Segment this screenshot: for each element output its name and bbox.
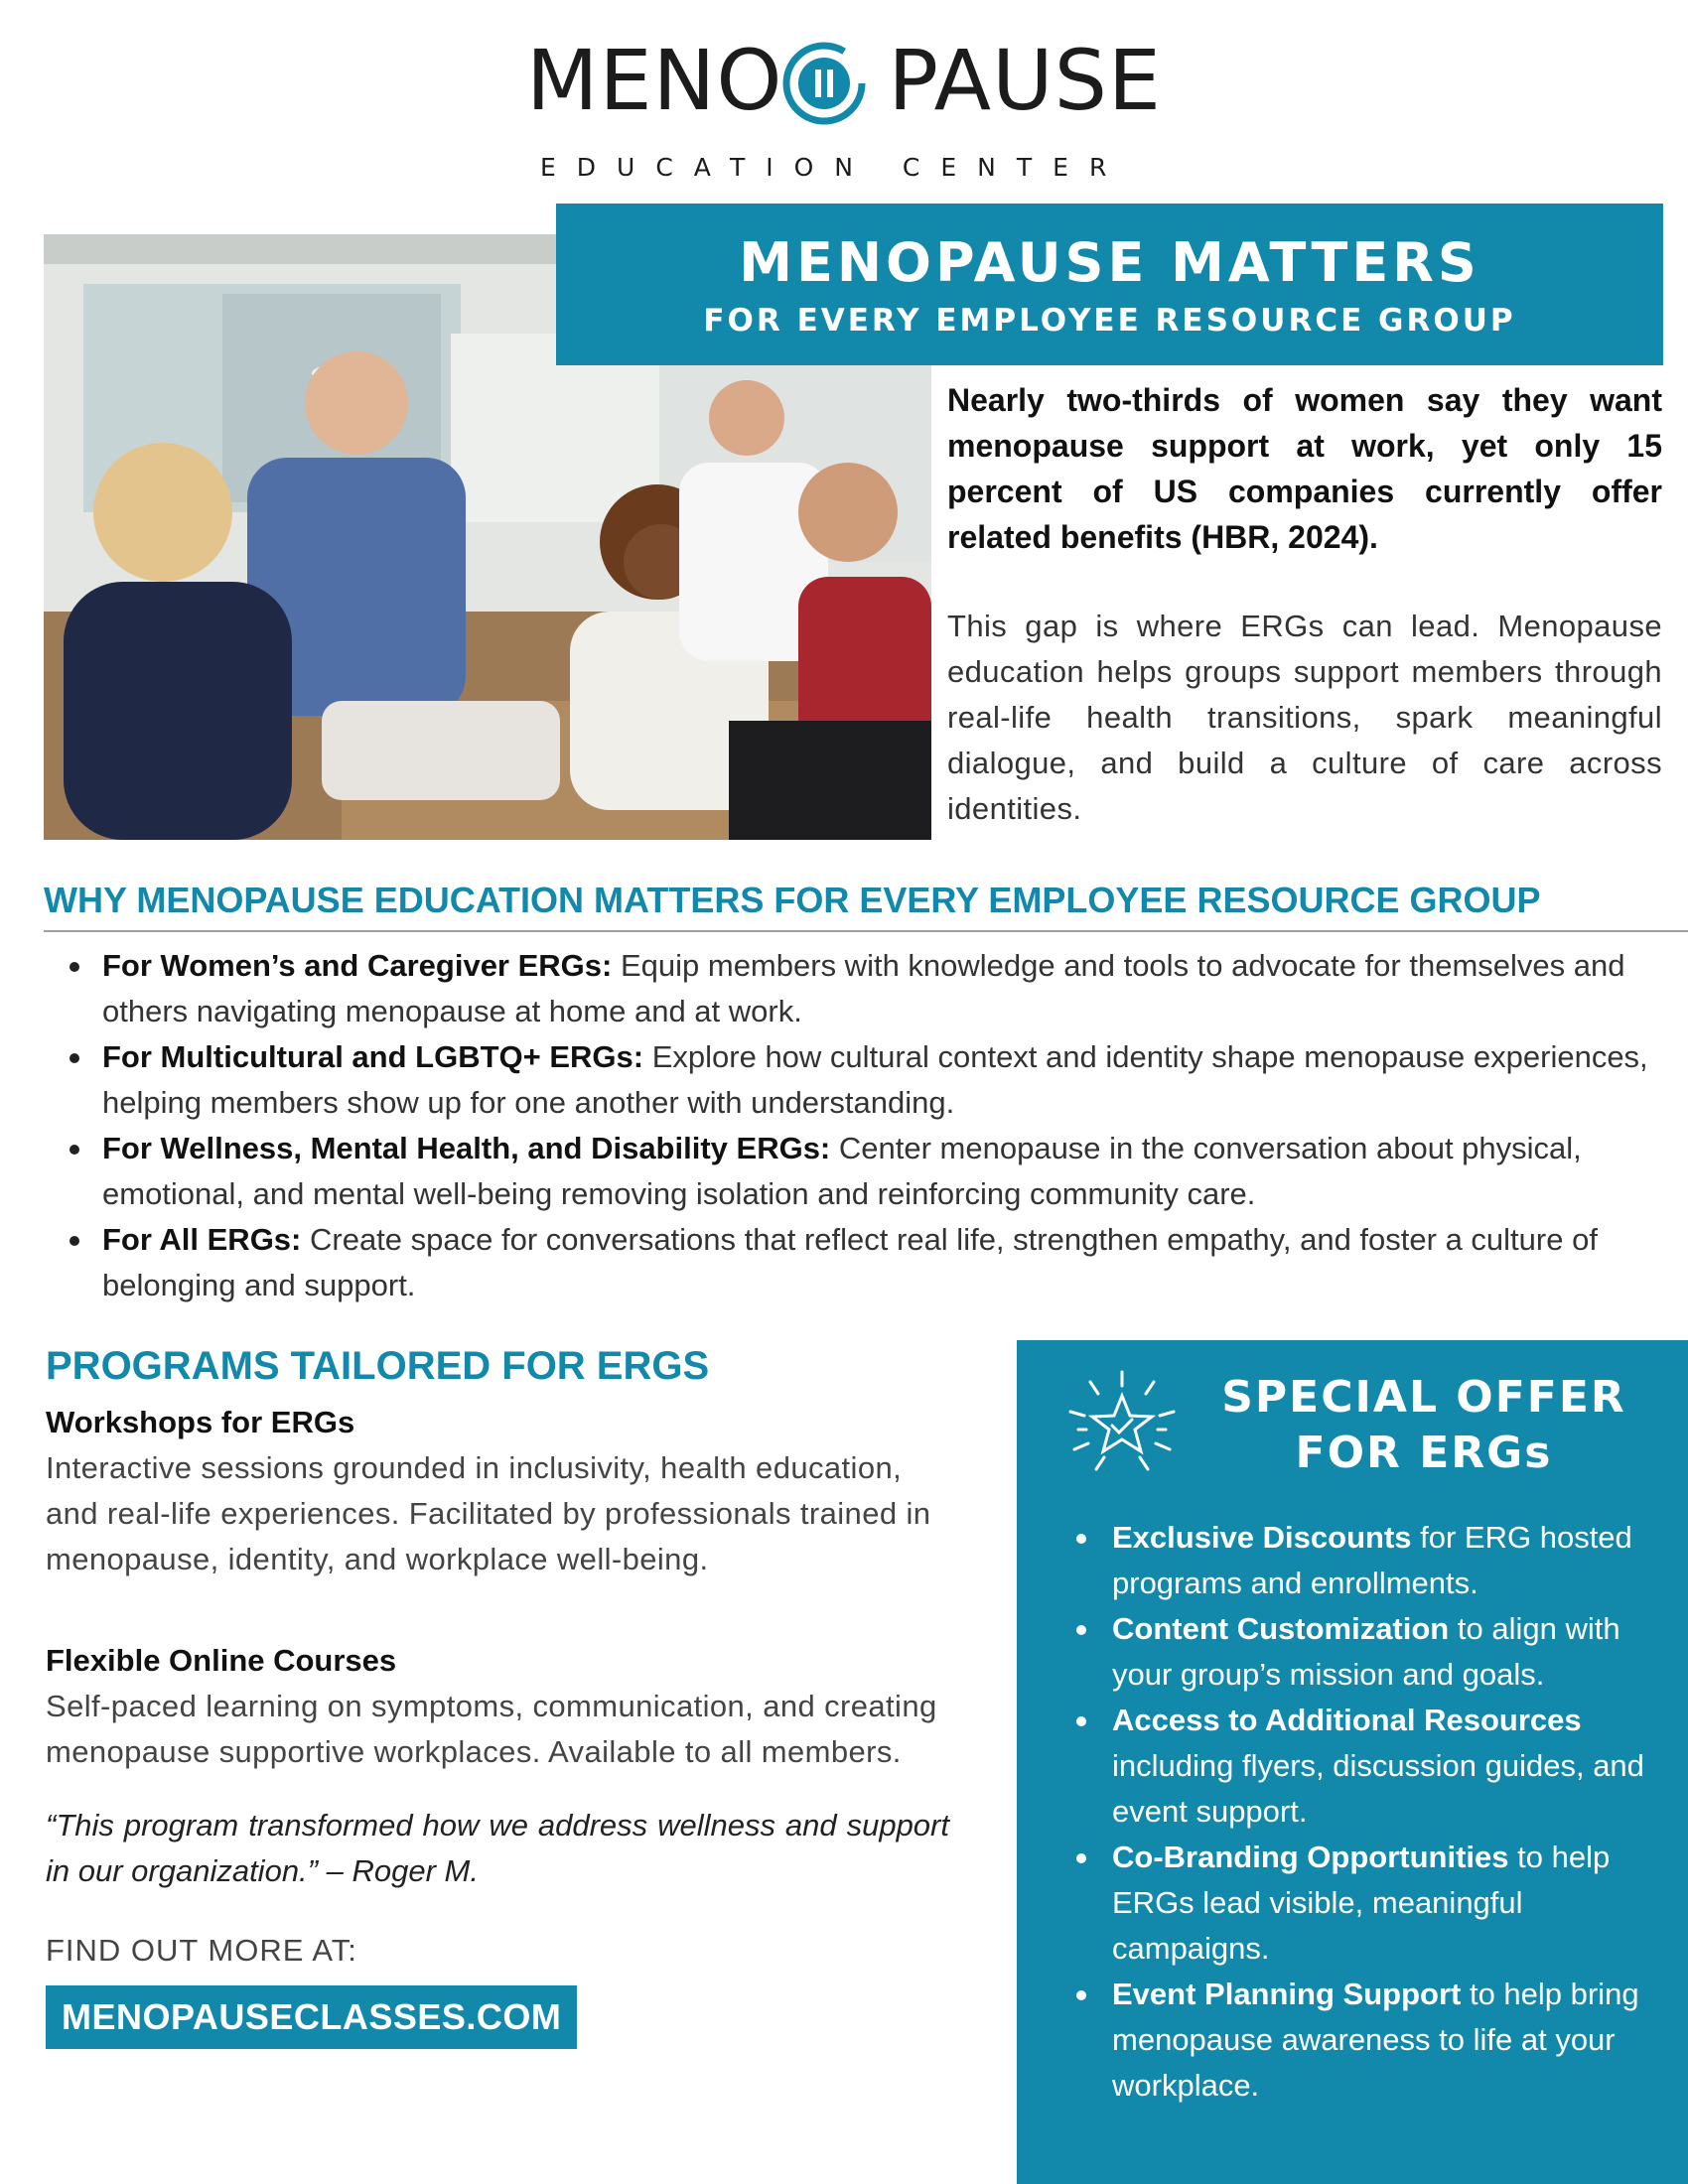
programs-heading: PROGRAMS TAILORED FOR ERGS — [46, 1344, 710, 1388]
programs-section — [46, 1342, 959, 2049]
logo-subtitle: EDUCATION CENTER — [540, 153, 1128, 182]
offer-title — [1186, 1370, 1662, 1481]
offer-item — [1076, 1698, 1672, 1835]
header-banner — [556, 204, 1663, 365]
list-item-text: Equip members with knowledge and tools to advocate for themselves and others navigating menopause at home and at work. — [102, 948, 1625, 1028]
list-item-text: Create space for conversations that reflect real life, strengthen empathy, and foster a culture of belonging and support. — [102, 1222, 1598, 1302]
list-item-label: For Multicultural and LGBTQ+ ERGs: — [102, 1039, 644, 1074]
list-item-text: Center menopause in the conversation about physical, emotional, and mental well-being removing isolation and reinforcing community care. — [102, 1131, 1582, 1211]
offer-item-label: Content Customization — [1112, 1611, 1450, 1646]
offer-item-text: to help bring menopause awareness to life at your workplace. — [1112, 1977, 1639, 2103]
star-badge-icon — [1062, 1366, 1182, 1485]
offer-item-text: for ERG hosted programs and enrollments. — [1112, 1520, 1632, 1600]
offer-item-label: Access to Additional Resources — [1112, 1703, 1582, 1737]
spacer — [46, 1582, 959, 1628]
workshops-text: Interactive sessions grounded in inclusivity, health education, and real-life experiences. Facilitated by professionals trained in menopause, identity, and workplace well-being. — [46, 1450, 931, 1576]
offer-item — [1076, 1835, 1672, 1972]
offer-item-text: to help ERGs lead visible, meaningful campaigns. — [1112, 1840, 1611, 1966]
logo-word-left: MENO — [526, 32, 783, 129]
offer-item — [1076, 1972, 1672, 2109]
intro-section — [947, 377, 1662, 832]
offer-list — [1076, 1515, 1672, 2109]
logo-word-right: PAUSE — [888, 32, 1162, 129]
offer-item-label: Exclusive Discounts — [1112, 1520, 1412, 1555]
workshops-title: Workshops for ERGs — [46, 1405, 355, 1439]
list-item — [70, 1034, 1658, 1126]
list-item-label: For Wellness, Mental Health, and Disability ERGs: — [102, 1131, 831, 1165]
courses-title: Flexible Online Courses — [46, 1643, 397, 1678]
find-out-label: FIND OUT MORE AT: — [46, 1933, 357, 1968]
intro-body: This gap is where ERGs can lead. Menopause education helps groups support members through real-life health transitions, spark meaningful dialogue, and build a culture of care across identities. — [947, 609, 1662, 826]
banner-subtitle: FOR EVERY EMPLOYEE RESOURCE GROUP — [703, 303, 1516, 339]
logo-circle-mark-icon — [782, 42, 866, 125]
intro-statistic: Nearly two-thirds of women say they want menopause support at work, yet only 15 percent of US companies currently offer related benefits (HBR, 2024). — [947, 382, 1662, 555]
list-item — [70, 1217, 1658, 1308]
list-item-text: Explore how cultural context and identity shape menopause experiences, helping members show up for one another with understanding. — [102, 1039, 1648, 1120]
list-item — [70, 1126, 1658, 1217]
special-offer-panel — [1017, 1340, 1688, 2184]
offer-title-line2: FOR ERGs — [1295, 1428, 1553, 1478]
list-item-label: For Women’s and Caregiver ERGs: — [102, 948, 613, 983]
why-heading: WHY MENOPAUSE EDUCATION MATTERS FOR EVERY EMPLOYEE RESOURCE GROUP — [44, 880, 1541, 920]
offer-item-label: Co-Branding Opportunities — [1112, 1840, 1509, 1874]
logo-wordmark — [526, 32, 1162, 129]
list-item — [70, 943, 1658, 1034]
section-divider — [44, 930, 1688, 932]
offer-title-line1: SPECIAL OFFER — [1221, 1372, 1626, 1423]
offer-item — [1076, 1606, 1672, 1698]
courses-text: Self-paced learning on symptoms, communication, and creating menopause supportive workplaces. Available to all members. — [46, 1689, 937, 1769]
offer-item — [1076, 1515, 1672, 1606]
brand-logo — [526, 32, 1162, 182]
offer-item-text: including flyers, discussion guides, and event support. — [1112, 1748, 1644, 1829]
offer-item-label: Event Planning Support — [1112, 1977, 1462, 2011]
banner-title: MENOPAUSE MATTERS — [739, 231, 1480, 294]
website-link[interactable]: MENOPAUSECLASSES.COM — [46, 1985, 577, 2049]
list-item-label: For All ERGs: — [102, 1222, 302, 1257]
why-list — [70, 943, 1658, 1308]
testimonial-quote: “This program transformed how we address wellness and support in our organization.” – Roger M. — [46, 1808, 949, 1888]
offer-item-text: to align with your group’s mission and goals. — [1112, 1611, 1620, 1692]
